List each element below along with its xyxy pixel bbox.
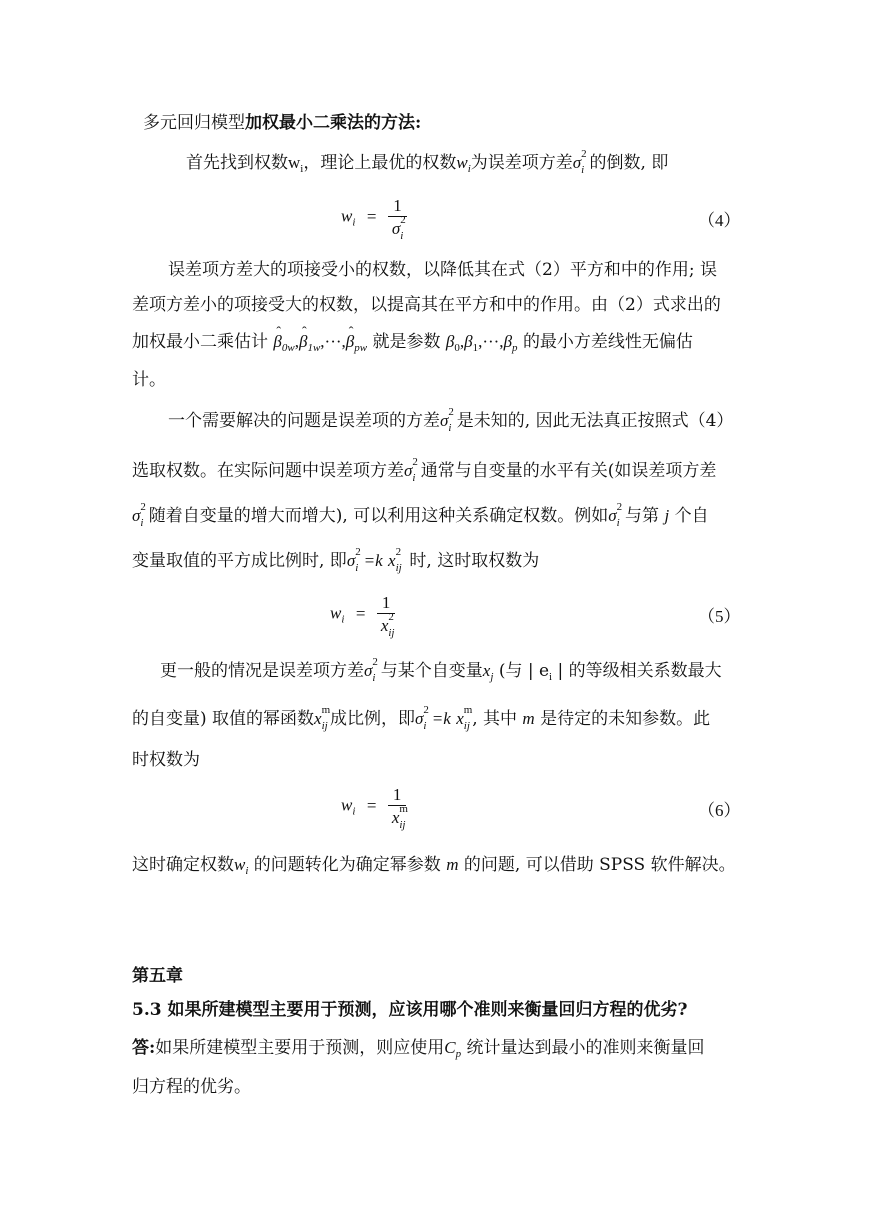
answer-line-2: 归方程的优劣。 [132, 1077, 251, 1097]
equation-6: $w_i$ = 1 x m ij [341, 785, 408, 831]
paragraph-2-line-2: 差项方差小的项接受大的权数，以提高其在平方和中的作用。由（2）式求出的 [132, 295, 721, 315]
equation-6-number: （6） [698, 801, 741, 820]
equation-4: $w_i$ = 1 σ 2 i [341, 196, 406, 242]
paragraph-4-line-2: 的自变量) 取值的幂函数x m ij 成比例，即σ 2 i =k x m ij , 其中 m 是待定的未知参数。此 [132, 704, 711, 732]
chapter-title: 第五章 [132, 966, 183, 986]
equation-5: $w_i$ = 1 x 2 ij [330, 593, 395, 639]
paragraph-3-line-4: 变量取值的平方成比例时, 即σ 2 i =k x 2 ij 时, 这时取权数为 [132, 546, 540, 574]
answer-line-1: 答:如果所建模型主要用于预测，则应使用$C_p$ 统计量达到最小的准则来衡量回 [132, 1038, 705, 1060]
paragraph-4-line-1: 更一般的情况是误差项方差σ 2 i 与某个自变量$x_j$ (与 | $e_i$ | 的等级相关系数最大 [160, 656, 722, 684]
paragraph-4-line-3: 时权数为 [132, 750, 200, 770]
sigma-i-squared: σ 2 i [572, 148, 587, 176]
equation-4-number: （4） [698, 211, 741, 230]
paragraph-2-line-3: 加权最小二乘估计 ˆ $\beta_{0w},ˆ$ $\beta_{1w},\cdot\cdot\cdot,ˆ$ $\beta_{pw}$ 就是参数 $\beta_0,\beta_1,\cdot\cdot\cdot,\beta_p$ 的最小方差线性无偏估 [132, 331, 693, 353]
paragraph-3-line-3: σ 2 i 随着自变量的增大而增大), 可以利用这种关系确定权数。例如σ 2 i 与第 j 个自 [132, 501, 709, 529]
heading: 多元回归模型加权最小二乘法的方法: [143, 113, 422, 133]
paragraph-2-line-1: 误差项方差大的项接受小的权数，以降低其在式（2）平方和中的作用; 误 [168, 260, 717, 280]
paragraph-5: 这时确定权数$w_i$ 的问题转化为确定幂参数 m 的问题, 可以借助 SPSS 软件解决。 [132, 855, 736, 877]
paragraph-3-line-2: 选取权数。在实际问题中误差项方差σ 2 i 通常与自变量的水平有关(如误差项方差 [132, 456, 717, 484]
paragraph-weights-intro: 首先找到权数$w_i$，理论上最优的权数$w_i$为误差项方差σ 2 i 的倒数, 即 [186, 148, 669, 176]
paragraph-3-line-1: 一个需要解决的问题是误差项的方差σ 2 i 是未知的, 因此无法真正按照式（4） [168, 406, 734, 434]
equation-5-number: （5） [698, 607, 741, 626]
paragraph-2-line-4: 计。 [132, 370, 166, 390]
question-5-3: 5.3 如果所建模型主要用于预测，应该用哪个准则来衡量回归方程的优劣? [132, 1000, 688, 1020]
